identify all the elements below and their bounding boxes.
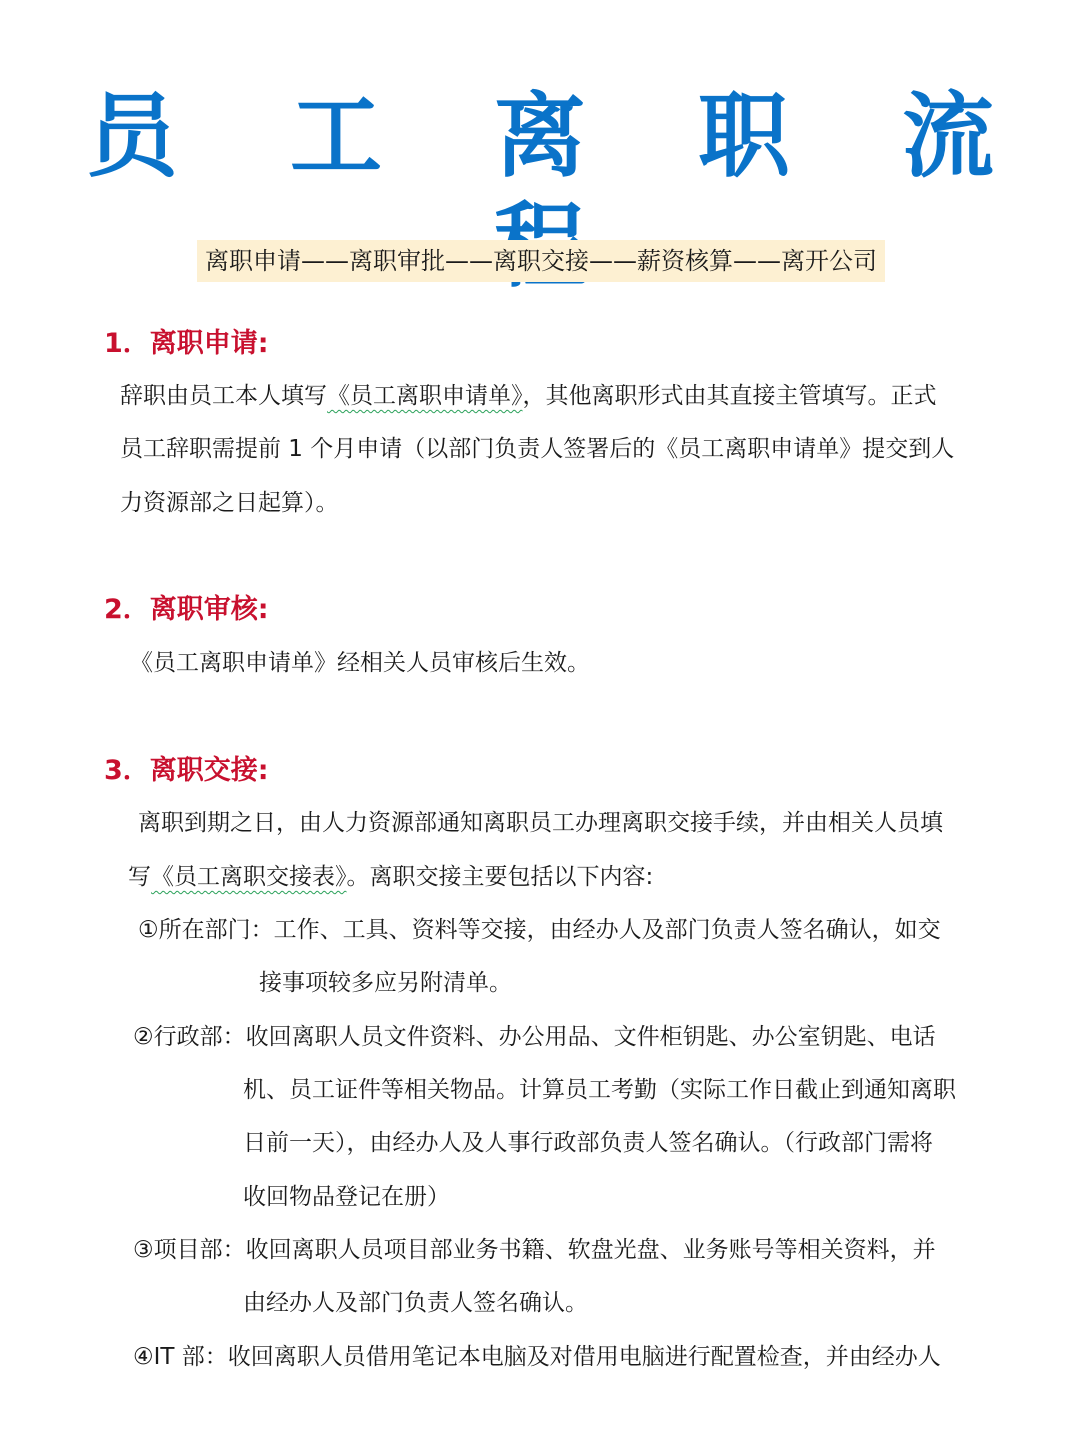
section-heading-application: 1．离职申请:: [104, 328, 269, 359]
text-run: 。离职交接主要包括以下内容:: [346, 864, 654, 890]
item-3-line-1: ③项目部：收回离职人员项目部业务书籍、软盘光盘、业务账号等相关资料，并: [133, 1237, 936, 1263]
section-2-line-1: 《员工离职申请单》经相关人员审核后生效。: [130, 650, 590, 676]
form-name-handover: 《员工离职交接表》: [151, 864, 347, 890]
text-run: 写: [128, 864, 151, 890]
section-heading-review: 2．离职审核:: [104, 594, 269, 625]
page-title: 员 工 离 职 流: [85, 83, 1035, 190]
item-2-line-4: 收回物品登记在册）: [243, 1184, 450, 1210]
item-1-line-2: 接事项较多应另附清单。: [259, 970, 512, 996]
form-name-application: 《员工离职申请单》: [327, 383, 523, 409]
item-2-line-2: 机、员工证件等相关物品。计算员工考勤（实际工作日截止到通知离职: [243, 1077, 956, 1103]
section-1-line-2: 员工辞职需提前 1 个月申请（以部门负责人签署后的《员工离职申请单》提交到人: [120, 436, 955, 462]
item-1-line-1: ①所在部门：工作、工具、资料等交接，由经办人及部门负责人签名确认，如交: [138, 917, 941, 943]
section-1-line-3: 力资源部之日起算）。: [120, 490, 339, 516]
section-1-line-1: [120, 370, 937, 424]
item-2-line-3: 日前一天），由经办人及人事行政部负责人签名确认。（行政部门需将: [243, 1130, 933, 1156]
process-flow-banner: 离职申请——离职审批——离职交接——薪资核算——离开公司: [197, 240, 885, 282]
item-4-line-1: ④IT 部：收回离职人员借用笔记本电脑及对借用电脑进行配置检查，并由经办人: [133, 1344, 941, 1370]
item-2-line-1: ②行政部：收回离职人员文件资料、办公用品、文件柜钥匙、办公室钥匙、电话: [133, 1024, 936, 1050]
section-heading-handover: 3．离职交接:: [104, 755, 269, 786]
item-3-line-2: 由经办人及部门负责人签名确认。: [243, 1290, 588, 1316]
section-3-intro-line-2: [128, 851, 653, 905]
text-run: 辞职由员工本人填写: [120, 383, 327, 409]
text-run: ，其他离职形式由其直接主管填写。正式: [522, 383, 937, 409]
section-3-intro-line-1: 离职到期之日，由人力资源部通知离职员工办理离职交接手续，并由相关人员填: [138, 810, 943, 836]
